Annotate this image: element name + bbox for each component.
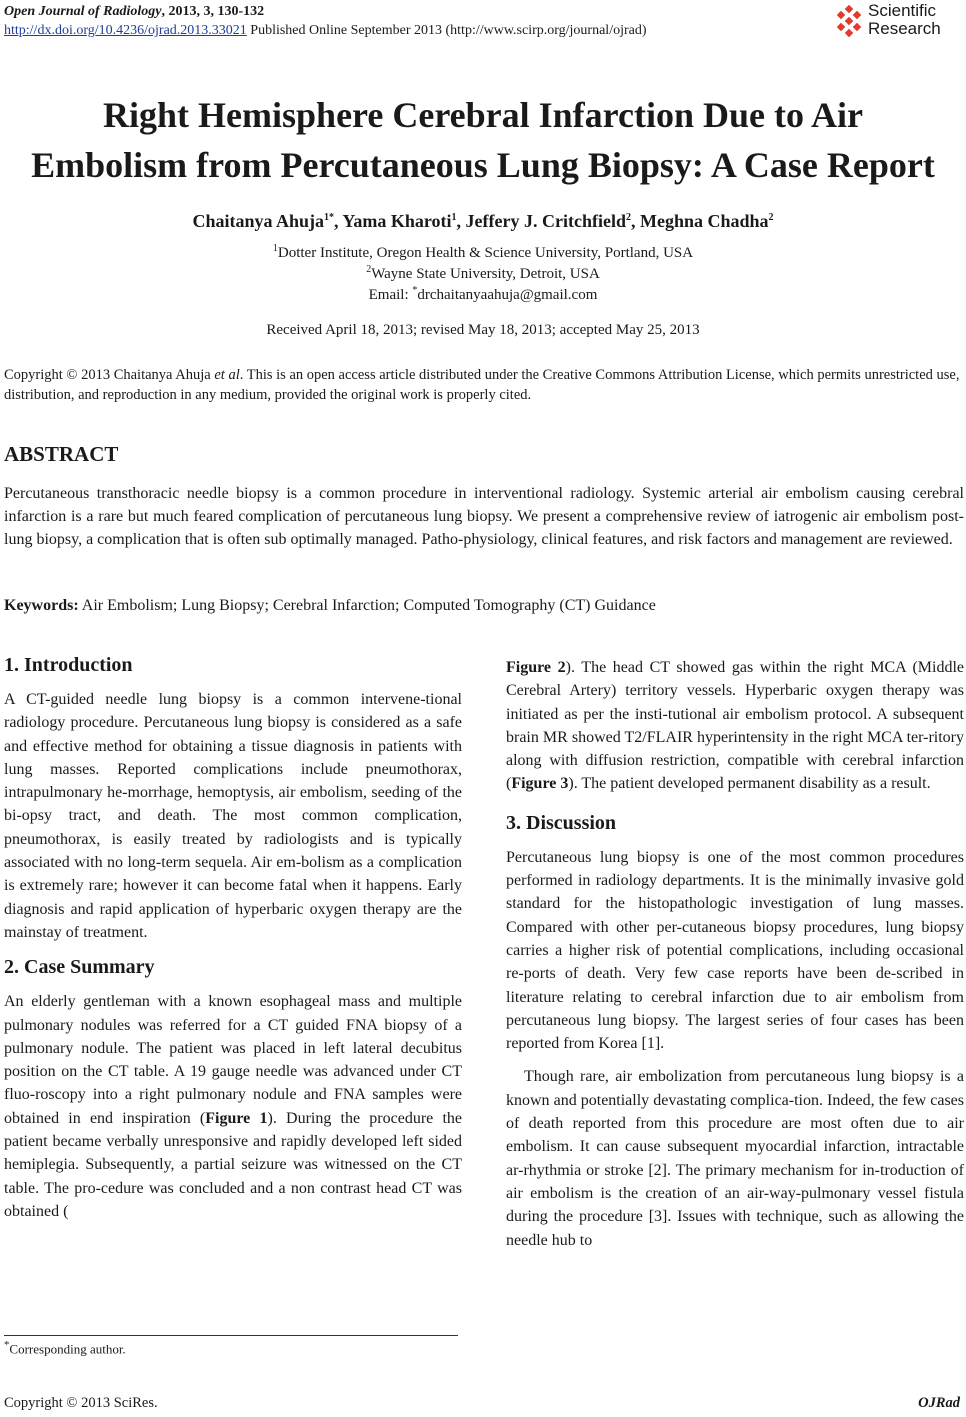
keywords-label: Keywords: <box>4 597 79 614</box>
copyright-notice <box>4 365 964 405</box>
copyright-etal: et al <box>214 367 240 383</box>
affiliation-1-text: Dotter Institute, Oregon Health & Science University, Portland, USA <box>277 245 694 261</box>
footnote-marker: * <box>4 1339 10 1351</box>
email-address: drchaitanyaahuja@gmail.com <box>417 287 598 303</box>
affiliation-2-marker: 2 <box>366 264 372 275</box>
footnote-text: Corresponding author. <box>9 1341 126 1357</box>
left-column <box>4 652 462 1233</box>
author-2: , Yama Kharoti <box>334 211 452 231</box>
logo-dots-icon <box>834 6 864 36</box>
right-column <box>506 656 964 1262</box>
keywords <box>4 597 964 615</box>
case-text-2: ). During the procedure the patient became verbally unresponsive and rapidly developed left sided hemiplegia. Subsequently, a partial seizure was witnessed on the CT table. The pro-cedure was concluded and a non contrast head CT was obtained ( <box>4 1109 463 1220</box>
figure-2-ref[interactable]: Figure 2 <box>506 659 566 676</box>
author-1: Chaitanya Ahuja <box>192 211 325 231</box>
abstract-heading: ABSTRACT <box>4 442 119 466</box>
affiliation-1-marker: 1 <box>272 243 278 254</box>
copyright-prefix: Copyright © 2013 Chaitanya Ahuja <box>4 367 215 383</box>
discussion-paragraph-1: Percutaneous lung biopsy is one of the most common procedures performed in radiology departments. It is the minimally invasive gold standard for the histopathologic investigation of lung masses. Compared with other per-cutaneous biopsy procedures, lung biopsy carries a higher risk of potential complications, including occasional re-ports of death. Very few case reports have been de-scribed in literature relating to cerebral infarction due to air embolism from percutaneous lung biopsy. The largest series of four cases has been reported from Korea [1]. <box>506 848 964 1053</box>
author-list <box>0 211 966 232</box>
keywords-text: Air Embolism; Lung Biopsy; Cerebral Infarction; Computed Tomography (CT) Guidance <box>78 597 656 614</box>
abstract-text: Percutaneous transthoracic needle biopsy is a common procedure in interventional radiology. Systemic arterial air embolism causing cerebral infarction is a rare but much feared complication of percutaneous lung biopsy. We present a comprehensive review of iatrogenic air embolism post-lung biopsy, a complication that is often sub optimally managed. Patho-physiology, clinical features, and risk factors and management are reviewed. <box>4 485 964 548</box>
introduction-paragraph: A CT-guided needle lung biopsy is a common intervene-tional radiology procedure. Percutaneous lung biopsy is considered as a safe and effective method for obtaining a tissue diagnosis in patients with lung masses. Reported complications include pneumothorax, intrapulmonary he-morrhage, hemoptysis, air embolism, seeding of the bi-opsy tract, and death. The most common complication, pneumothorax, is easily treated by radiologists and is typically associated with no long-term sequela. Air em-bolism as a complication is extremely rare; however it can become fatal when it happens. Early diagnosis and rapid application of hyperbaric oxygen therapy are the mainstay of treatment. <box>4 691 462 941</box>
contact-email <box>0 280 966 306</box>
section-case-summary-heading: 2. Case Summary <box>4 956 155 979</box>
section-discussion-heading: 3. Discussion <box>506 811 617 834</box>
author-3: , Jeffery J. Critchfield <box>456 211 626 231</box>
case-text-1: An elderly gentleman with a known esophageal mass and multiple pulmonary nodules was referred for a CT guided FNA biopsy of a pulmonary nodule. The patient was placed in left lateral decubitus position on the CT table. A 19 gauge needle was advanced under CT fluo-roscopy into a right pulmonary nodule and FNA samples were obtained in end inspiration ( <box>4 993 462 1127</box>
case-text-3: ). The head CT showed gas within the right MCA (Middle Cerebral Artery) territory vessels. Hyperbaric oxygen therapy was initiated as per the insti-tutional air embolism protocol. A subsequent brain MR showed T2/FLAIR hyperintensity in the right MCA ter-ritory along with diffusion restriction, compatible with cerebral infarction ( <box>506 659 964 793</box>
author-2-affil: 1 <box>451 212 457 223</box>
discussion-paragraph-2: Though rare, air embolization from percutaneous lung biopsy is a known and potentially devastating complica-tion. Indeed, the few cases of death reported from this procedure are most often due to air embolism. It can cause subsequent myocardial infarction, intractable ar-rhythmia or stroke [2]. The primary mechanism for in-troduction of air embolism is the creation of an air-way-pulmonary vessel fistula during the procedure [3]. Issues with technique, such as allowing the needle hub to <box>506 1068 964 1249</box>
logo-text-line1: Scientific <box>868 1 937 20</box>
case-summary-paragraph <box>4 990 462 1223</box>
author-3-affil: 2 <box>625 212 631 223</box>
author-1-affil: 1* <box>324 212 335 223</box>
case-summary-continued <box>506 656 964 796</box>
journal-name: Open Journal of Radiology <box>4 4 162 19</box>
author-4-affil: 2 <box>768 212 774 223</box>
footer-journal-abbrev: OJRad <box>918 1395 960 1411</box>
journal-header <box>4 2 647 40</box>
publisher-logo <box>834 2 960 42</box>
figure-3-ref[interactable]: Figure 3 <box>511 775 569 793</box>
email-marker: * <box>412 285 418 296</box>
footnote <box>4 1339 126 1357</box>
copyright-license: . This is an open access article distributed under the Creative Commons Attribution License, which permits unrestricted use, distribution, and reproduction in any medium, provided the original work is properly cited. <box>4 367 960 403</box>
figure-1-ref[interactable]: Figure 1 <box>205 1109 268 1127</box>
received-dates: Received April 18, 2013; revised May 18, 2013; accepted May 25, 2013 <box>266 322 700 338</box>
affiliation-2-text: Wayne State University, Detroit, USA <box>371 266 600 282</box>
email-label: Email: <box>368 287 413 303</box>
journal-volume: , 2013, 3, 130-132 <box>161 4 265 19</box>
case-text-4: ). The patient developed permanent disability as a result. <box>568 775 931 793</box>
article-title <box>0 90 966 190</box>
title-line-2: Embolism from Percutaneous Lung Biopsy: A Case Report <box>31 145 935 185</box>
title-line-1: Right Hemisphere Cerebral Infarction Due to Air <box>103 95 863 135</box>
section-introduction-heading: 1. Introduction <box>4 654 133 676</box>
publication-info: Published Online September 2013 (http://www.scirp.org/journal/ojrad) <box>246 23 647 38</box>
footer-copyright: Copyright © 2013 SciRes. <box>4 1395 158 1411</box>
author-4: , Meghna Chadha <box>630 211 769 231</box>
doi-link[interactable]: http://dx.doi.org/10.4236/ojrad.2013.33021 <box>4 23 247 38</box>
footnote-divider <box>4 1335 458 1336</box>
logo-text-line2: Research <box>868 19 941 38</box>
